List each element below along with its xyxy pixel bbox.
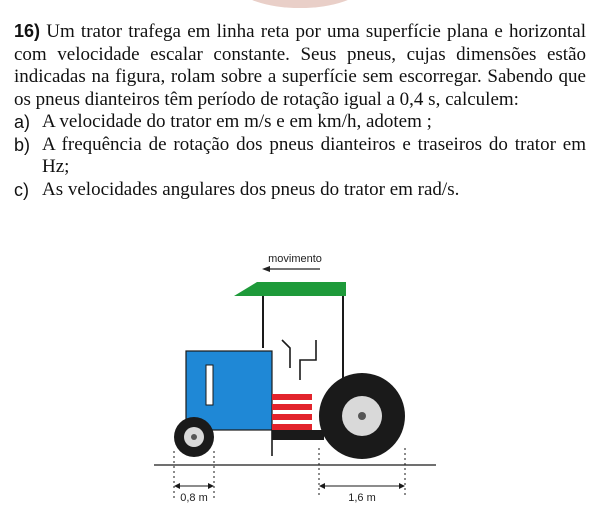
seat-icon: [300, 340, 316, 380]
rear-tire-diameter-label: 1,6 m: [348, 492, 376, 504]
item-letter: c): [14, 179, 29, 200]
engine-stripes: [272, 394, 312, 430]
roof: [234, 282, 346, 296]
body-window: [206, 365, 213, 405]
front-tire-diameter-label: 0,8 m: [180, 492, 208, 504]
tractor-figure: [150, 248, 440, 513]
item-text: A frequência de rotação dos pneus dianteiros e traseiros do trator em Hz;: [42, 133, 586, 177]
movement-label: movimento: [268, 253, 322, 265]
item-a: [14, 111, 586, 134]
tractor-illustration: [150, 248, 440, 513]
decorative-top-shape: [238, 0, 362, 8]
problem-stem-text: Um trator trafega em linha reta por uma superfície plana e horizontal com velocidade escalar constante. Seus pneus, cujas dimensões estão indicadas na figura, rolam sobre a superfície sem escorregar. Sabendo que os pneus dianteiros têm período de rotação igual a 0,4 s, calculem:: [14, 21, 587, 110]
item-letter: a): [14, 112, 31, 132]
problem-number: 16): [14, 21, 41, 41]
rear-tire: [319, 373, 405, 459]
item-text: A velocidade do trator em m/s e em km/h, adotem ;: [42, 111, 432, 132]
item-letter: b): [14, 134, 31, 155]
chassis: [272, 430, 324, 440]
front-tire-dimension-arrow: [174, 483, 214, 489]
item-text: As velocidades angulares dos pneus do trator em rad/s.: [42, 178, 460, 200]
item-b: [14, 134, 586, 179]
item-c: [14, 179, 586, 202]
problem-stem: [14, 20, 586, 111]
steering-wheel-icon: [282, 340, 290, 368]
problem-16: [14, 20, 586, 201]
front-tire: [174, 417, 214, 457]
rear-tire-dimension-arrow: [319, 483, 405, 489]
movement-arrow-icon: [262, 266, 320, 272]
